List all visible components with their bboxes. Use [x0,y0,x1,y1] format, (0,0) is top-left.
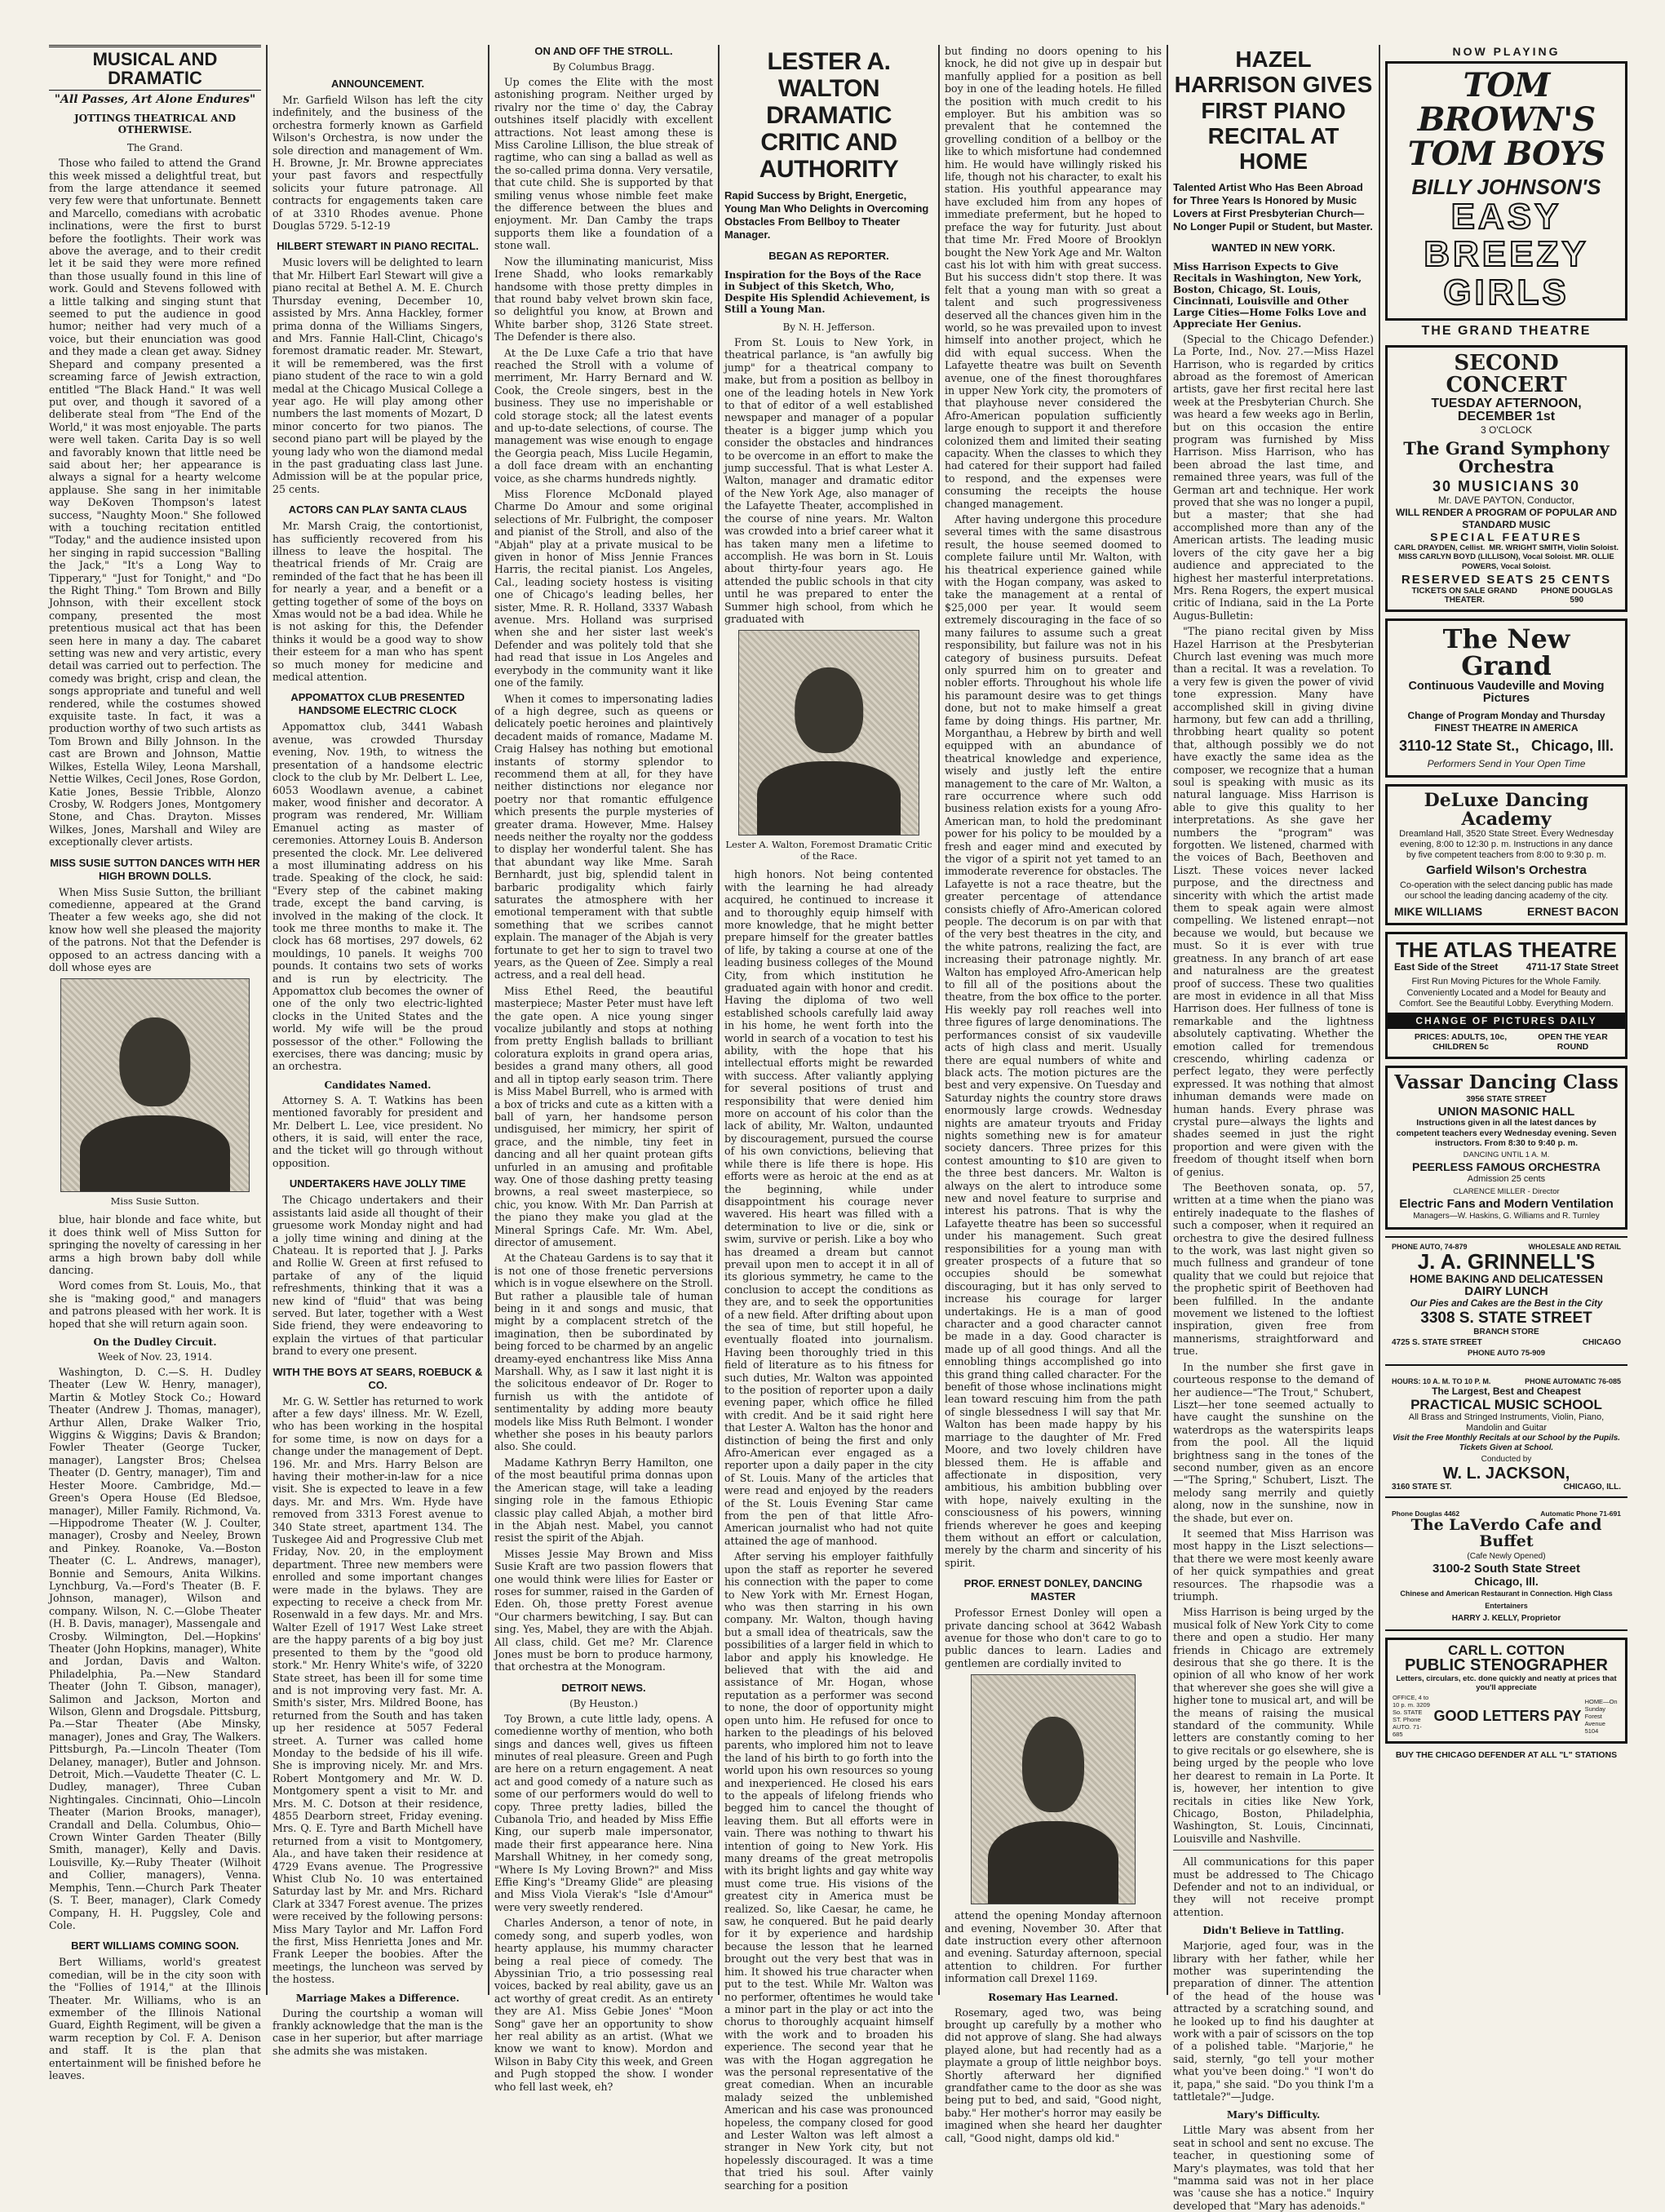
ad-line: DAIRY LUNCH [1464,1283,1548,1298]
ad-line: PHONE AUTO 75-909 [1467,1349,1546,1359]
ad-line: Chicago, Ill. [1474,1574,1539,1588]
ad-line: Mr. DAVE PAYTON, Conductor, [1437,494,1575,507]
article-subhead: WANTED IN NEW YORK. [1211,241,1335,254]
section-motto: "All Passes, Art Alone Endures" [54,93,256,107]
ad-line: HOME BAKING AND DELICATESSEN [1409,1272,1603,1285]
ad-line: 4725 S. STATE STREET [1392,1338,1482,1348]
article-body: After serving his employer faithfully upon the staff as reporter he severed his connection with the paper to come to New York with Mr. Ernest Hogan, who was then starring in his own company. Mr. Walton, though having but a small idea of theatricals, saw the possibilities of a larger field in which to labor and apply his knowledge. He believed that with the aid and assistance of Mr. Hogan, whose reputation as a performer was second to none, the door of opportunity might open unto him. He refused for once to harken to the pleadings of his beloved parents, who implored him not to leave the land of his birth to go forth into the world upon his own resources so young and inexperienced. He closed his ears to the appeals of lifelong friends who begged him to cancel the thought of leaving them. But all efforts were in vain. There was nothing to thwart his intention of going to New York. His many dreams of the great metropolis with its bright lights and gay white way must come true. His visions of the greatest city in America must be realized. So, like Caesar, he came, he saw, he conquered. But he paid dearly for it by experience and hardship because the lesson that he learned brought out the very best that was in him. It showed his true character when put to the test. While Mr. Walton was no performer, oftentimes he would take a minor part in the play or act into the chorus to thoroughly acquaint himself with the work and to broaden his experience. The second year that he was with the Hogan aggregation he was the personal representative of the great comedian. When an incurable malady seized the unblemished American and his case was pronounced hopeless, the company closed for good and Lester Walton was left almost a stranger in New York city, but not hopelessly discouraged. It was a time that tried his soul. After vainly searching for a position [724,1550,933,2192]
article-body: When it comes to impersonating ladies of a high degree, such as queens or delicately poetic heroines and plaintively decadent maids of romance, Madame M. Craig Halsey has nothing but emotional instants of stormy splendor to recommend them at all, for they have neither distinctions nor elegance nor poetry nor that romantic effulgence which presents the purple mysteries of greater drama. However, Mme. Halsey needs neither the royalty nor the goddess to display her wonderful talent. She has that abundant way like Mme. Sarah Bernhardt, just big, splendid talent in barbaric prodigality which fairly saturates the atmosphere with her emotional temperament with that subtle something that we scribes cannot explain. The manager of the Abjah is very fortunate to get her to sign to travel two years, as the Queen of Zee. Simply a real actress, and a real dell head. [494,692,713,982]
ad-headline: GIRLS [1443,272,1570,313]
ad-line: 3 O'CLOCK [1481,424,1532,437]
ad-line: All Brass and Stringed Instruments, Violin, Piano, Mandolin and Guitar [1408,1412,1605,1434]
ad-headline: Vassar Dancing Class [1394,1071,1619,1094]
ad-line: BRANCH STORE [1473,1328,1539,1337]
article-headline: LESTER A. WALTON DRAMATIC CRITIC AND AUTHORITY [759,48,899,183]
ad-line: 3110-12 State St., [1399,738,1520,755]
article-deck: Rapid Success by Bright, Energetic, Young Man Who Delights in Overcoming Obstacles From Bellboy to Theater Manager. [724,189,929,241]
ad-line: HARRY J. KELLY, Proprietor [1451,1613,1561,1623]
ad-line: MIKE WILLIAMS [1394,905,1483,919]
article-body: Madame Kathryn Berry Hamilton, one of the most beautiful prima donnas upon the American stage, will take a leading singing role in the famous Ethiopic classic play called Abjah, a mother bird in the Abjah nest. Mabel, you cannot resist the spirit of the Abjah. [494,1456,713,1545]
ad-line: Visit the Free Monthly Recitals at our School by the Pupils. Tickets Given at School. [1392,1434,1621,1453]
ad-line: Co-operation with the select dancing public has made our school the leading dancing academy of the city. [1399,880,1614,902]
ad-line: Continuous Vaudeville and Moving Pictures [1408,679,1605,706]
ad-line: Automatic Phone 71-691 [1540,1509,1621,1518]
article-body: Miss Harrison is being urged by the musical folk of New York City to come there and open a studio. Her many friends in Chicago are extremely desirous that she go there. It is the opinion of all who know of her work that wherever she goes she will give a higher tone to musical art, and will be the means of raising the musical standard of the community. While letters are constantly coming to her to give recitals or go elsewhere, she is being urged by the people who love her dearest to remain in La Porte. It is, however, her intention to give recitals in cities like New York, Chicago, Boston, Philadelphia, Washington, St. Louis, Cincinnati, Louisville and Nashville. [1173,1606,1374,1845]
article-headline: WITH THE BOYS AT SEARS, ROEBUCK & CO. [272,1365,483,1391]
article-body: Word comes from St. Louis, Mo., that she is "making good," and managers and patrons pleased with her work. It is hoped that she will return again soon. [49,1279,261,1330]
article-headline: ON AND OFF THE STROLL. [534,45,673,57]
article-body: Washington, D. C.—S. H. Dudley Theater (Lew W. Henry, manager), Martin & Motley Stock Co.; Howard Theater (Andrew J. Thomas, manager), Arthur Allen, Drake Walker Trio, Wiggins & Wiggins; Davis & Brandon; Fowler Theater (George Tucker, manager), Langster Bros; Chelsea Theater (D. Gentry, manager), Tim and Hester Moore. Cambridge, Md.—Green's Opera House (Ed Bledsoe, manager), Miller Family. Richmond, Va.—Hippodrome Theater (W. J. Coulter, manager), Crosby and Neeley, Brown and Pinkey. Roanoke, Va.—Boston Theater (C. L. Andrews, manager), Bonnie and Semours, Anita Wilkins. Lynchburg, Va.—Ford's Theater (B. F. Johnson, manager), Wilson and company. Wilson, N. C.—Globe Theater (H. B. Davis, manager), Massengale and Crosby. Wilmington, Del.—Hopkins' Theater (John Hopkins, manager), White and Jordan, Davis and Walton. Philadelphia, Pa.—New Standard Theater (John T. Gibson, manager), Salimon and Jackson, Morton and Wilson, Glenn and Drogsdale. Pittsburg, Pa.—Star Theater (Abe Minsky, manager), Jones and Gray, The Walkers. Pittsburgh, Pa.—Lincoln Theater (Tom Delaney, manager), Butler and Johnson. Detroit, Mich.—Vaudette Theater (C. L. Dudley, manager), Three Cuban Nightingales. Cincinnati, Ohio—Lincoln Theater (Marion Brooks, manager), Crandall and Della. Columbus, Ohio—Crown Winter Garden Theater (Billy Smith, manager), Kelly and Davis. Louisville, Ky.—Ruby Theater (Wilhoit and Collier, managers), Venna. Memphis, Tenn.—Church Park Theater (S. T. Beer, manager), Clark Comedy Company, H. H. Puggsley, Cole and Cole. [49,1366,261,1931]
ad-headline: J. A. GRINNELL'S [1417,1249,1596,1274]
ads-column [1385,45,1627,1999]
ad-carl-cotton-stenographer [1385,1638,1627,1744]
ad-line: 3100-2 South State Street [1433,1562,1580,1576]
article-body: In the number she first gave in courteous response to the demand of her audience—"The Trout," Schubert, Liszt—her tone seemed actually to have caught the sunshine on the waterdrops as the waterspirits leaps from the pool. All the liquid brightness sang in the tones of the second number, given as an encore—"The Spring," Schubert, Liszt. The melody sang merrily and quietly along, now in the sunshine, now in the shade, but ever on. [1173,1360,1374,1524]
column-rule [266,45,268,1995]
ad-line: OFFICE, 4 to 10 p. m. 3209 So. STATE ST. Phone AUTO. 71-685 [1393,1694,1430,1739]
article-subhead: Mary's Difficulty. [1226,2109,1321,2121]
ad-line: 30 MUSICIANS 30 [1432,478,1581,495]
article-headline: MISS SUSIE SUTTON DANCES WITH HER HIGH BROWN DOLLS. [50,856,260,882]
ad-footer: THE GRAND THEATRE [1421,324,1592,338]
ad-line: CHICAGO, ILL. [1563,1483,1621,1492]
article-headline: UNDERTAKERS HAVE JOLLY TIME [289,1177,467,1190]
article-body: Those who failed to attend the Grand this week missed a delightful treat, but from the large attendance it seemed very few were that unfortunate. Bennett and Marcello, comedians with acrobatic inclinations, were the first to burst before the footlights. Their work was above the average, and to their credit let it be said they were more refined than those usually found in this line of work. Gould and Stevens followed with a little talking and singing stunt that seemed to put the audience in good humor; neither had very much of a voice, but their enunciation was good and they made a clean get away. Sidney Shepard and company presented a screaming farce of Jewish extraction, entitled "The Black Hand." It was well put over, and though it savored of a deliberate steal from "The End of the World," it was most enjoyable. The parts were well taken. Carita Day is so well and favorably known that little need be said about her; her appearance is always a signal for a hearty welcome applause. She sang in her inimitable way DeKoven Thompson's latest success, "Naughty Moon." She followed with a touching recitation entitled "Today," and the audience insisted upon her singing in rapid succession "Balling the Jack," "It's a Long Way to Tipperary," "Just for Tonight," and "Do the Right Thing." Tom Brown and Billy Johnson, with their excellent stock company, presented the most pretentious musical act that has been seen here in many a day. The cabaret setting was new and very artistic, every detail was carried out to perfection. The comedy was bright, crisp and clean, the songs appropriate and tuneful and well rendered, while the costumes showed exquisite taste. In fact, it was a production worthy of two such artists as Tom Brown and Billy Johnson. In the cast are Brown and Johnson, Mattie Wilkes, Estella Wiley, Leona Marshall, Nettie Wilkes, Cecil Jones, Rose Gordon, Katie Jones, Bessie Tribble, Alonzo Crosby, W. Rodgers Jones, Montgomery Stone, and Chas. Drayton. Misses Wilkes, Jones, Marshall and Wiley are exceptionally clever artists. [49,157,261,849]
ad-line: TICKETS ON SALE GRAND THEATER. [1411,586,1517,605]
article-body: Appomattox club, 3441 Wabash avenue, was crowded Thursday evening, Nov. 19th, to witness the presentation of a handsome electric clock to the club by Mr. Delbert L. Lee, 6053 Woodlawn avenue, a cabinet maker, wood finisher and decorator. A program was rendered, Mr. William Emanuel acting as master of ceremonies. Attorney Louis B. Anderson presented the clock. Mr. Lee delivered a most illuminating address on his trade. Speaking of the clock, he said: "Every step of the cabinet making trade, except the band carving, is involved in the making of the clock. It took me three months to make it. The clock has 68 mortises, 297 dowels, 62 mouldings, 10 panels. It weighs 700 pounds. It contains two sets of works and is run by electricity. The Appomattox club becomes the owner of one of the only two electric-lighted clocks in the United States and the world. My wife will be the proud possessor of the other." Following the exercises, there was dancing; music by an orchestra. [272,720,483,1073]
portrait-photo [60,978,250,1192]
ad-line: PHONE AUTOMATIC 76-085 [1525,1377,1621,1386]
article-body: Little Mary was absent from her seat in school and sent no excuse. The teacher, in questioning some of Mary's playmates, was told that her "mamma said was not in her place was 'cause she has a notice." Inquiry developed that "Mary has adenoids." [1173,2124,1374,2212]
column-2 [272,45,483,2057]
column-1 [49,45,261,2081]
ad-headline: W. L. JACKSON, [1442,1465,1570,1483]
article-headline: HILBERT STEWART IN PIANO RECITAL. [277,240,479,253]
ad-line: TUESDAY AFTERNOON, DECEMBER 1st [1431,396,1582,424]
article-deck: Talented Artist Who Has Been Abroad for Three Years Is Honored by Music Lovers at First Presbyterian Church—No Longer Pupil or Student, but Master. [1173,180,1373,233]
photo-caption: Lester A. Walton, Foremost Dramatic Critic of the Race. [725,839,932,862]
article-body: Misses Jessie May Brown and Miss Susie Kraft are two passion flowers that one would think were lilies for Easter or roses for summer, raised in the Garden of Eden. Oh, those pretty Forest avenue "Our charmers bewitching, I say. But can sing. Yes, Mabel, they are with the Abjah. All class, child. Get me? Mr. Clarence Jones must be born to produce harmony, that orchestra at the Monogram. [494,1547,713,1673]
ad-line: The Largest, Best and Cheapest [1432,1385,1581,1398]
ad-atlas-theatre [1385,932,1627,1059]
article-body: Up comes the Elite with the most astonishing program. Neither urged by rivalry nor the time o' day, the Cabray outshines itself placidly with excellent attractions. Not least among these is Miss Caroline Lillison, the blue streak of ragtime, who can sing a ballad as well as the so-called prima donna. Very versatile, that cute child. She is supported by that smiling venus whose nimble feet make the difference between the blues and enjoyment. Mr. Dan Camby the traps supports them like a foundation of a stone wall. [494,76,713,252]
ad-line: 3956 STATE STREET [1466,1094,1547,1104]
ad-grinnells-bakery [1385,1236,1627,1366]
ad-tom-browns-tom-boys [1385,61,1627,321]
ad-line: HOME—On Sunday Forest Avenue 5104 [1584,1697,1618,1735]
article-body: Mr. Marsh Craig, the contortionist, has sufficiently recovered from his illness to leave the hospital. The theatrical friends of Mr. Craig are reminded of the fact that he has been ill for nearly a year, and a benefit or a getting together of some of the boys on Xmas would not be a bad idea. While he is not asking for this, the Defender thinks it would be a good way to show their esteem for a man who has spent so much money for medicine and medical attention. [272,520,483,684]
article-headline: On the Dudley Circuit. [93,1337,217,1349]
ad-line: ERNEST BACON [1526,905,1619,919]
ad-line: PHONE DOUGLAS 590 [1540,586,1613,605]
article-headline: JOTTINGS THEATRICAL AND OTHERWISE. [74,113,236,136]
article-headline: APPOMATTOX CLUB PRESENTED HANDSOME ELECTRIC CLOCK [290,691,465,717]
newspaper-page [49,45,1627,2212]
article-subhead: Candidates Named. [324,1079,432,1091]
ad-line: 4711-17 State Street [1526,961,1619,973]
column-4 [724,45,933,2192]
portrait-photo [738,630,919,836]
article-body: but finding no doors opening to his knock, he did not give up in despair but manfully applied for a position as bell boy in one of the leading hotels. He filled the position with much credit to his employer. But his ambition was so prevalent that he contemned the grovelling condition of a bellboy or the like to which misfortune had condemned him. He would have willingly risked his life, though not his character, to exalt his station. His youthful appearance may have excluded him from any hopes of immediate preferment, but he hoped to preface the way for futurity. Just about that time Mr. Fred Moore of Brooklyn bought the New York Age and Mr. Walton cast his lot with him with great success. But his success didn't stop there. It was felt that a young man with so great a talent and such progressiveness deserved all the chances given him in the world, so he was prevailed upon to invest himself into another project, which he did with equal success. When the Lafayette theatre was built on Seventh avenue, one of the finest thoroughfares in upper New York city, the promoters of that playhouse never considered the Afro-American population sufficiently large enough to support it and therefore colonized them and limited their seating capacity. When the classes to which they had catered for their support had failed to respond, and the expenses were consuming the receipts the house changed management. [945,45,1162,510]
ad-headline: DeLuxe Dancing Academy [1424,790,1589,831]
ad-line: PHONE AUTO, 74-879 [1392,1243,1468,1252]
ad-headline: GOOD LETTERS PAY [1433,1708,1582,1724]
article-headline: ACTORS CAN PLAY SANTA CLAUS [288,503,467,516]
ad-line: Conducted by [1481,1455,1532,1465]
ad-line: Conveniently Located and a Model for Beauty and Comfort. See the Beautiful Lobby. Everything Modern. [1399,988,1614,1009]
ad-line: (Cafe Newly Opened) [1467,1552,1546,1562]
ad-line: RESERVED SEATS 25 CENTS [1401,572,1612,587]
article-subhead: Miss Harrison Expects to Give Recitals in Washington, New York, Boston, Chicago, St. Louis, Cincinnati, Louisville and Other Large Cities—Home Folks Love and Appreciate Her Genius. [1173,260,1366,330]
ad-headline: BREEZY [1424,234,1589,275]
ad-line: 3308 S. STATE STREET [1420,1309,1592,1327]
ad-headline: THE ATLAS THEATRE [1395,938,1618,963]
ad-laverdo-cafe [1385,1505,1627,1630]
article-headline: HAZEL HARRISON GIVES FIRST PIANO RECITAL AT HOME [1174,47,1373,175]
ad-line: PEERLESS FAMOUS ORCHESTRA [1411,1159,1601,1173]
portrait-photo [971,1674,1136,1904]
ad-line: Change of Program Monday and Thursday [1407,710,1605,722]
ad-headline: The Grand Symphony Orchestra [1403,438,1610,477]
ad-line: PRICES: ADULTS, 10c, CHILDREN 5c [1414,1032,1508,1053]
ad-deluxe-dancing-academy [1385,784,1627,925]
article-subhead: Inspiration for the Boys of the Race in Subject of this Sketch, Who, Despite His Splendid Achievement, is Still a Young Man. [724,269,930,315]
article-subhead: Week of Nov. 23, 1914. [97,1351,213,1363]
ad-headline: EASY [1450,197,1562,237]
ad-line: CHANGE OF PICTURES DAILY [1388,1013,1625,1029]
column-rule [1167,45,1168,1995]
article-body: high honors. Not being contented with the learning he had already acquired, he continued to increase it and to thoroughly equip himself with more knowledge, that he might better prepare himself for the greater battles of life, by taking a course at one of the leading business colleges of the Mound City, from which institution he graduated again with honor and credit. Having the diploma of two well established schools carefully laid away in his home, he went forth into the world in search of a vocation to test his ability, with the hope that his intellectual efforts might be rewarded with success. After valiantly applying for several positions of trust and responsibility that were denied him more on account of his color than the lack of ability, Mr. Walton, undaunted by discouragement, pursued the course of his own convictions, believing that while there is life there is hope. His efforts were as heroic at the end as at the beginning, while under disappointment his courage never wavered. His heart was filled with a determination to live or die, sink or swim, survive or perish. Like a boy who has dreamed a dream but cannot prevail upon men to accept it in all of its glorious symmetry, he came to the conclusion to accept the conditions as they are, and to seek the opportunities of a new field. After drifting about upon the sea of time, but still hopeful, he eventually floated into journalism. Having been thoroughly tried in this field of literature as to his fitness for such duties, Mr. Walton was appointed to the position of reporter upon a daily evening paper, which office he filled with credit. And be it said right here that Lester A. Walton has the honor and distinction of being the first and only Afro-American ever engaged as a reporter upon a daily paper in the city of St. Louis. Many of the articles that were read and enjoyed by the readers of the St. Louis Evening Star came from the pen of that little Afro-American journalist who had not quite attained the age of manhood. [724,868,933,1547]
column-5 [945,45,1162,2144]
article-body: Charles Anderson, a tenor of note, in comedy song, and superb yodles, won hearty applause, his mummy character being a real piece of comedy. The Abyssinian Trio, a trio possessing real voices, backed by real ability, gave us an act worthy of great credit. As an entirety they are A1. Miss Gebie Jones' "Moon Song" gave her an opportunity to show her real ability as an artist. (What we know we want to know). Mordon and Wilson in Baby City this week, and Green and Pugh stopped the show. I wonder who fell last week, eh? [494,1917,713,2093]
ad-line: Performers Send in Your Open Time [1427,758,1586,770]
ad-practical-music-school [1385,1372,1627,1498]
article-body: Rosemary, aged two, was being brought up carefully by a mother who did not approve of slang. She had always played alone, but had recently had as a playmate a group of little neighbor boys. Shortly afterward her dignified grandfather came to the door as she was being put to bed, and said, "Good night, baby." Her mother's horror may easily be imagined when she heard her daughter call, "Good night, damps old kid." [945,2006,1162,2144]
ad-line: First Run Moving Pictures for the Whole Family. [1411,977,1601,987]
ad-line: Dreamland Hall, 3520 State Street. Every Wednesday evening, 8:00 to 12:30 p. m. Instructions in any dance by five competent teachers from 8:00 to 9:30 p. m. [1399,829,1614,861]
ad-line: East Side of the Street [1394,961,1499,973]
ad-line: FINEST THEATRE IN AMERICA [1434,722,1579,734]
article-headline: DETROIT NEWS. [561,1681,646,1694]
article-body: attend the opening Monday afternoon and evening, November 30. After that date instruction every other afternoon and evening. Saturday afternoon, special attention to children. For further information call Drexel 1169. [945,1909,1162,1985]
ad-line: HOURS: 10 A. M. TO 10 P. M. [1392,1377,1491,1386]
ad-line: Chinese and American Restaurant in Connection. High Class Entertainers [1400,1589,1613,1610]
article-body: At the Chateau Gardens is to say that it is not one of those frenetic perversions which is in vogue elsewhere on the Stroll. But rather a plausible tale of human being in it and songs and music, that might by a complacent stretch of the imagination, then be subordinated by being forced to be charmed by an angelic dreamy-eyed enchantress like Miss Anna Marshall. Why, as I saw it last night it is the solicitous endeavor of Dr. Roger to furnish us with the antidote of sentimentality by adding more beauty models like Miss Ruth Belmont. I wonder whether she poses in his beauty parlors also. She could. [494,1252,713,1453]
ad-headline: The LaVerdo Cafe and Buffet [1410,1516,1602,1551]
ad-line: CHICAGO [1582,1338,1621,1348]
article-body: Miss Ethel Reed, the beautiful masterpiece; Master Peter must have left the gate open. A nice young singer vocalize jubilantly and stops at nothing from pretty English ballads to brilliant coloratura exploits in grand opera arias, besides a grand many others, all good and all in tiptop early season trim. There is Miss Mabel Burrell, who is armed with a box of tricks and cute as a kitten with a ball of yarn, her handsome person undisguised, her mimicry, her spirit of grace, and the nimble, tiny feet in dancing and all her quaint protean gifts unfurled in an amusing and profitable way. One of those dashing pretty teasing browns, a real sweet masterpiece, so chic, you know. With Mr. Dan Parrish at the piano they make you glad at the Mineral Springs Cafe. Mr. Wm. Abel, director of amusement. [494,984,713,1248]
page-footer-slogan: BUY THE CHICAGO DEFENDER AT ALL "L" STATIONS [1395,1750,1618,1761]
photo-caption: Miss Susie Sutton. [110,1195,200,1208]
article-body: Bert Williams, world's greatest comedian, will be in the city soon with the "Follies of 1914," at the Illinois Theater. Mr. Williams, who is an exmember of the Illinois National Guard, Eighth Regiment, will be given a warm reception by Col. F. A. Denison and staff. It is the plan that entertainment will be finished before he leaves. [49,1956,261,2081]
article-body: From St. Louis to New York, in theatrical parlance, is "an awfully big jump" for a theatrical company to make, but from a position as bellboy in one of the leading hotels in New York to that of editor of a well established newspaper and manager of a popular theater is a bigger jump which you consider the obstacles and hindrances to be overcome in an effort to make the jump successful. That is what Lester A. Walton, manager and dramatic editor of the New York Age, also manager of the Lafayette Theater, accomplished in the course of nine years. Mr. Walton was crowded into a brief career what it has taken many men a lifetime to accomplish. He was born in St. Louis about thirty-four years ago. He attended the public schools in that city until he was prepared to enter the Summer high school, from which he graduated with [724,336,933,625]
ad-headline: TOM BOYS [1407,135,1605,173]
editorial-note: All communications for this paper must be addressed to The Chicago Defender and not to an individual, or they will not receive prompt attention. [1173,1850,1374,1918]
article-headline: BERT WILLIAMS COMING SOON. [71,1939,239,1953]
article-body: Now the illuminating manicurist, Miss Irene Shadd, who looks remarkably handsome with those pretty dimples in that round baby velvet brown skin face, so delightful you know, at Brown and White barber shop, 3126 State street. The Defender is there also. [494,255,713,344]
article-body: It seemed that Miss Harrison was most happy in the Liszt selections—that there we were most keenly aware of her quick sympathies and great resources. The rhapsodie was a triumph. [1173,1527,1374,1603]
article-subhead: Marriage Makes a Difference. [295,1992,460,2004]
article-body: The Chicago undertakers and their assistants laid aside all thought of their gruesome work Monday night and had a jolly time wining and dining at the Chateau. It is reported that J. J. Parks and Rollie W. Green at first refused to partake of any of the liquid refreshments, thinking that it was a new kind of "fluid" that was being served. But later, together with a West Side friend, they were endeavoring to explain the virtues of that particular brand to every one present. [272,1194,483,1358]
article-byline: By N. H. Jefferson. [782,321,875,333]
ad-line: Electric Fans and Modern Ventilation [1399,1196,1614,1211]
ad-line: CLARENCE MILLER - Director [1453,1186,1560,1196]
ad-line: Garfield Wilson's Orchestra [1426,863,1587,878]
article-body: At the De Luxe Cafe a trio that have reached the Stroll with a volume of merriment, Mr. Harry Bernard and W. Cook, the Creole singers, best in the business. They use no imperishable or cold storage stock; all the latest events and up-to-date selections, of course. The management was wise enough to engage the Georgia peach, Miss Lucile Hegamin, a doll face dream with an enchanting voice, as she charms hundreds nightly. [494,346,713,485]
ad-vassar-dancing-class [1385,1066,1627,1230]
article-subhead: The Grand. [126,142,184,154]
ad-line: Our Pies and Cakes are the Best in the City [1410,1298,1603,1309]
article-subhead: Rosemary Has Learned. [988,1991,1118,2003]
column-rule [1379,45,1380,1995]
article-body: (Special to the Chicago Defender.) La Porte, Ind., Nov. 27.—Miss Hazel Harrison, who is regarded by critics abroad as the foremost of American artists, gave her first recital here last week at the Presbyterian Church. She was heard a few weeks ago in Berlin, but on this occasion the entire program was furnished by Miss Harrison. Miss Harrison, who has been abroad the last time, and remained three years, was full of the German art and technique. Her work proved that she was no longer a pupil, but a master; that she had accomplished more than any of the American artists. The leading music lovers of the city gave her a big audience and appreciated to the highest her masterful interpretations. Mrs. Rena Rogers, the expert musical critic of Indiana, said in the La Porte Augus-Bulletin: [1173,332,1374,622]
ad-line: Letters, circulars, etc. done quickly and neatly at prices that you'll appreciate [1396,1674,1617,1693]
ad-line: CARL DRAYDEN, Cellist. [1394,543,1486,552]
now-playing-label: NOW PLAYING [1452,45,1561,58]
ad-line: CARL L. COTTON [1448,1642,1565,1658]
column-rule [488,45,489,1995]
article-body: When Miss Susie Sutton, the brilliant comedienne, appeared at the Grand Theater a few weeks ago, she did not know how well she pleased the majority of the patrons. Not that the Defender is opposed to an actress dancing with a doll whose eyes are [49,885,261,973]
article-subhead: Didn't Believe in Tattling. [1202,1925,1344,1937]
ad-headline: SECOND CONCERT [1446,351,1567,398]
ad-new-grand [1385,618,1627,778]
column-rule [938,45,940,1995]
ad-line: Managers—W. Haskins, G. Williams and R. Turnley [1413,1212,1600,1221]
article-body: Professor Ernest Donley will open a private dancing school at 3642 Wabash avenue for those who don't care to go to public dances to learn. Ladies and gentlemen are cordially invited to [945,1607,1162,1669]
ad-line: DANCING UNTIL 1 A. M. [1463,1150,1550,1159]
article-body: After having undergone this procedure several times with the same disastrous result, the house seemed doomed to complete failure until Mr. Walton, with his theatrical experience gained while with the Hogan company, was asked to take the management at a rental of $25,000 per year. It would seem extremely discouraging in the face of so many failures to assume such a great responsibility, but failure was not in his category of business pursuits. Defeat only spurred him on to greater and nobler efforts. Throughout his whole life his paramount desire was to get things done, but not to make himself a great fame by doing things. His partner, Mr. Morganthau, a Hebrew by birth and well equipped with an abundance of theatrical knowledge and experience, wisely and justly left the entire management to the care of Mr. Walton, a rare occurrence where such odd business relation exists for a young Afro-American man, to hold the predominant power for his policy to be moulded by a fresh and eager mind and executed by the vigor of a spirit not yet tamed to an immoderate reverence for obstacles. The Lafayette is not a race theatre, but the greater percentage of attendance consists chiefly of Afro-American colored people. The decorum is on par with that of the very best theatres in the city, and the white patrons, realizing the fact, are increasing their patronage nightly. Mr. Walton has employed Afro-American help to fill all of the positions about the theatre, from the box office to the porter. His weekly pay roll reaches well into three figures of large denominations. The performances consist of six vaudeville acts of high class and merit. Usually there are equal numbers of white and black acts. The motion pictures are the best and very expensive. On Tuesday and Saturday nights the country store draws enormously large crowds. Wednesday nights are amateur tryouts and Friday nights something new is for amateur society dancers. Three prizes for this contest amounting to $10 are given to the three best dancers. Mr. Walton is always on the alert to introduce some new and novel feature to surprise and interest his patrons. That is why the Lafayette theatre has been so successful under his management. Such great responsibilities for a young man with greater prospects of a future that so occupies should be somewhat discouraging, but it has only served to increase his courage for larger undertakings. He is a man of good character and a good character cannot be made in a day. Good character is made up of all good things. And all the ennobling things accomplished go into this grand thing called character. For the benefit of those whose inclinations might lean toward rescuing him from the path of single blessedness I will say that Mr. Walton has been made happy by his marriage to the daughter of Mr. Fred Moore, and two lovely children have blessed them. He is affable and affectionate in disposition, very ambitious, his ambition bubbling over with hope, naively exulting in the consciousness of his powers, winning friends wherever he goes and keeping them without an effort or calculation, merely by the charm and sincerity of his spirit. [945,513,1162,1569]
ad-line: UNION MASONIC HALL [1437,1104,1575,1119]
article-byline: (By Heuston.) [569,1697,638,1709]
article-subhead: BEGAN AS REPORTER. [768,250,889,262]
article-headline: ANNOUNCEMENT. [330,78,425,90]
column-3 [494,45,713,2093]
ad-line: OPEN THE YEAR ROUND [1538,1032,1608,1053]
article-headline: PROF. ERNEST DONLEY, DANCING MASTER [963,1577,1143,1603]
ad-line: Instructions given in all the latest dances by competent teachers every Wednesday evening. Seven instructors. From 8:30 to 9:40 p. m. [1396,1118,1617,1149]
article-byline: By Columbus Bragg. [552,61,655,73]
ad-headline: PRACTICAL MUSIC SCHOOL [1410,1397,1602,1413]
ad-headline: PUBLIC STENOGRAPHER [1405,1656,1608,1675]
article-body: "The piano recital given by Miss Hazel Harrison at the Presbyterian Church last evening was much more than a recital. It was a revelation. To a very few is given the power of vivid tone expression. Many have accomplished skill in giving divine harmony, but few can add a thrilling, throbbing heart quality so potent that, although possibly we do not have exactly the same idea as the composer, we recognize that a human soul is speaking with music as its natural language. Miss Harrison is able to give this quality to her interpretations. As she gave her numbers the "program" was forgotten. We listened, charmed with the voices of Bach, Beethoven and Liszt. These voices never lacked purpose, and the directness and sincerity with which the artist made them to speak again were almost compelling. We listened enrapt—not because we would, but because we must. So it is ever with true greatness. In any branch of art ease and naturalness are the greatest proof of success. These two qualities are most in evidence in all that Miss Harrison does. Her fullness of tone is remarkable and the lightness absolutely captivating. Whether the emotion called for tremendous crescendo, whirling cadenza or perfect legato, they were perfectly expressed. It was nothing that almost inhuman demands were made on human hands. Every phrase was crystal pure—always the lights and shades seemed in just the right proportion and were given with the freedom of thought itself when born of genius. [1173,625,1374,1178]
article-body: Miss Florence McDonald played Charme Do Amour and some original selections of Mr. Fulbright, the composer and pianist of the Stroll, and also of the "Abjah" play at a private musical to be given in honor of Miss Jennie Frances Harris, the recital pianist. Los Angeles, Cal., leading society hostess is visiting one of Chicago's leading belles, her sister, Mme. R. R. Holland, 3337 Wabash avenue. Mrs. Holland was surprised when she and her sister last week's Defender and was politely told that she had read that issue in Los Angeles and everybody in the community want it like one of the family. [494,488,713,689]
article-body: The Beethoven sonata, op. 57, written at a time when the piano was entirely inadequate to the flashes of such a composer, when it required an orchestra to give the desired fullness to the work, was last night given so much fullness and grandeur of tone quality that we could but rejoice that the prophetic spirit of Beethoven had been fulfilled. In the andante movement we listened to the loftiest inspiration, given free from mannerisms, straightforward and true. [1173,1181,1374,1358]
ad-line: Phone Douglas 4462 [1392,1509,1460,1518]
article-body: Mr. G. W. Settler has returned to work after a few days' illness. Mr. W. Ezell, who has been working in the hospital for some time, is now on days for a change under the management of Dept. 196. Mr. and Mrs. Harry Belson are having their mother-in-law for a nice visit. She is expected to leave in a few days. Mr. and Mrs. Wm. Hyde have removed from 3313 Forest avenue to 340 State street, apartment 134. The Tuskegee Aid and Progressive Club met Friday, Nov. 20, in the employment department. Three new members were enrolled and some important changes were made in the bylaws. They are expecting to receive a check from Mr. Rosenwald in a few days. Mr. and Mrs. Walter Ezell of 1917 West Lake street are the happy parents of a big boy just presented to them by the "good old stork." Mr. Henry White's wife, of 3220 State street, has been ill for some time and is not improving very fast. Mr. A. Smith's sister, Mrs. Mildred Boone, has returned from the South and has taken up her residence at 5057 Federal street. A. Turner was called home Monday to the bedside of his ill wife. She is improving nicely. Mr. and Mrs. Robert Montgomery and Mr. W. D. Montgomery spent a visit to Mr. and Mrs. M. C. Dotson at their residence, 4855 Dearborn street, Friday evening. Mrs. Q. E. Tyre and Barth Michell have returned from a visit to Montgomery, Ala., and have taken their residence at 4729 Evans avenue. The Progressive Whist Club No. 10 was entertained Saturday last by Mr. and Mrs. Richard Clark at 3347 Forest avenue. The prizes were received by the following persons: Miss Mary Taylor and Mr. Laffon Ford the first, Miss Henrietta Jones and Mr. Frank Leeper the boobies. After the meetings, the luncheon was served by the hostess. [272,1394,483,1986]
article-body: Marjorie, aged four, was in the library with her father, while her mother was superintending the preparation of dinner. The attention of the head of the house was attracted by a scratching sound, and he looked up to find his daughter at work with a pair of scissors on the top of a polished table. "Marjorie," he said, sternly, "go tell your mother what you've been doing." "I won't do it, papa," she said. "Do you think I'm a tattletale?"—Judge. [1173,1939,1374,2103]
ad-second-concert [1385,345,1627,612]
article-body: Mr. Garfield Wilson has left the city indefinitely, and the business of the orchestra formerly known as Garfield Wilson's Orchestra, is now under the sole direction and management of Wm. H. Browne, Jr. Mr. Browne appreciates your past favors and respectfully solicits your future patronage. All contracts for engagements taken care of at 3310 Rhodes avenue. Phone Douglas 5729. 5-12-19 [272,94,483,233]
ad-line: Admission 25 cents [1467,1173,1546,1184]
ad-line: 3160 STATE ST. [1392,1483,1452,1492]
ad-line: Chicago, Ill. [1530,738,1614,755]
section-title: MUSICAL AND DRAMATIC [49,45,261,91]
ad-line: WHOLESALE AND RETAIL [1528,1243,1621,1252]
article-body: Toy Brown, a cute little lady, opens. A comedienne worthy of mention, who both sings and dances well, gives us fifteen minutes of real pleasure. Green and Pugh are here on a return engagement. A neat act and good comedy of a nature such as some of our performers would do well to copy. Three pretty ladies, billed the Cubanola Trio, and headed by Miss Effie King, our superb male impersonator, made their first appearance here. Nina Marshall Whitney, in her comedy song, "Where Is My Loving Brown?" and Miss Effie King's "Dreamy Glide" are pleasing and Miss Viola Vierak's "Isle d'Amour" were very sweetly rendered. [494,1712,713,1913]
article-body: Attorney S. A. T. Watkins has been mentioned favorably for president and Mr. Delbert L. Lee, vice president. No others, it is said, will enter the race, and the ticket will go through without opposition. [272,1093,483,1169]
ad-headline: BILLY JOHNSON'S [1411,175,1601,199]
ad-line: WILL RENDER A PROGRAM OF POPULAR AND STANDARD MUSIC [1395,507,1618,531]
article-body: blue, hair blonde and face white, but it does think well of Miss Sutton for springing the novelty of caressing in her arms a high brown baby doll while dancing. [49,1213,261,1276]
column-rule [718,45,720,1995]
ad-headline: TOM BROWN'S [1417,66,1596,139]
column-6 [1173,45,1374,2212]
article-body: During the courtship a woman will frankly acknowledge that the man is the case in her superior, but after marriage she admits she was mistaken. [272,2006,483,2057]
article-body: Music lovers will be delighted to learn that Mr. Hilbert Earl Stewart will give a piano recital at Bethel A. M. E. Church Thursday evening, December 10, assisted by Mrs. Anna Hackley, former prima donna of the Williams Singers, and Mrs. Fannie Hall-Clint, Chicago's foremost dramatic reader. Mr. Stewart, it will be remembered, was the first piano student of the race to win a gold medal at the Chicago Musical College a year ago. He will play among other numbers the last moments of Mozart, D minor concerto for two pianos. The second piano part will be played by the young lady who won the diamond medal in the past graduating class last June. Admission will be at the popular price, 25 cents. [272,256,483,495]
ad-line: MISS CARLYN BOYD (LILLISON), Vocal Soloist. MR. OLLIE POWERS, Vocal Soloist. [1398,552,1614,571]
ad-line: MR. WRIGHT SMITH, Violin Soloist. [1489,543,1619,552]
ad-headline: The New Grand [1442,623,1570,682]
ad-line: SPECIAL FEATURES [1430,530,1583,544]
